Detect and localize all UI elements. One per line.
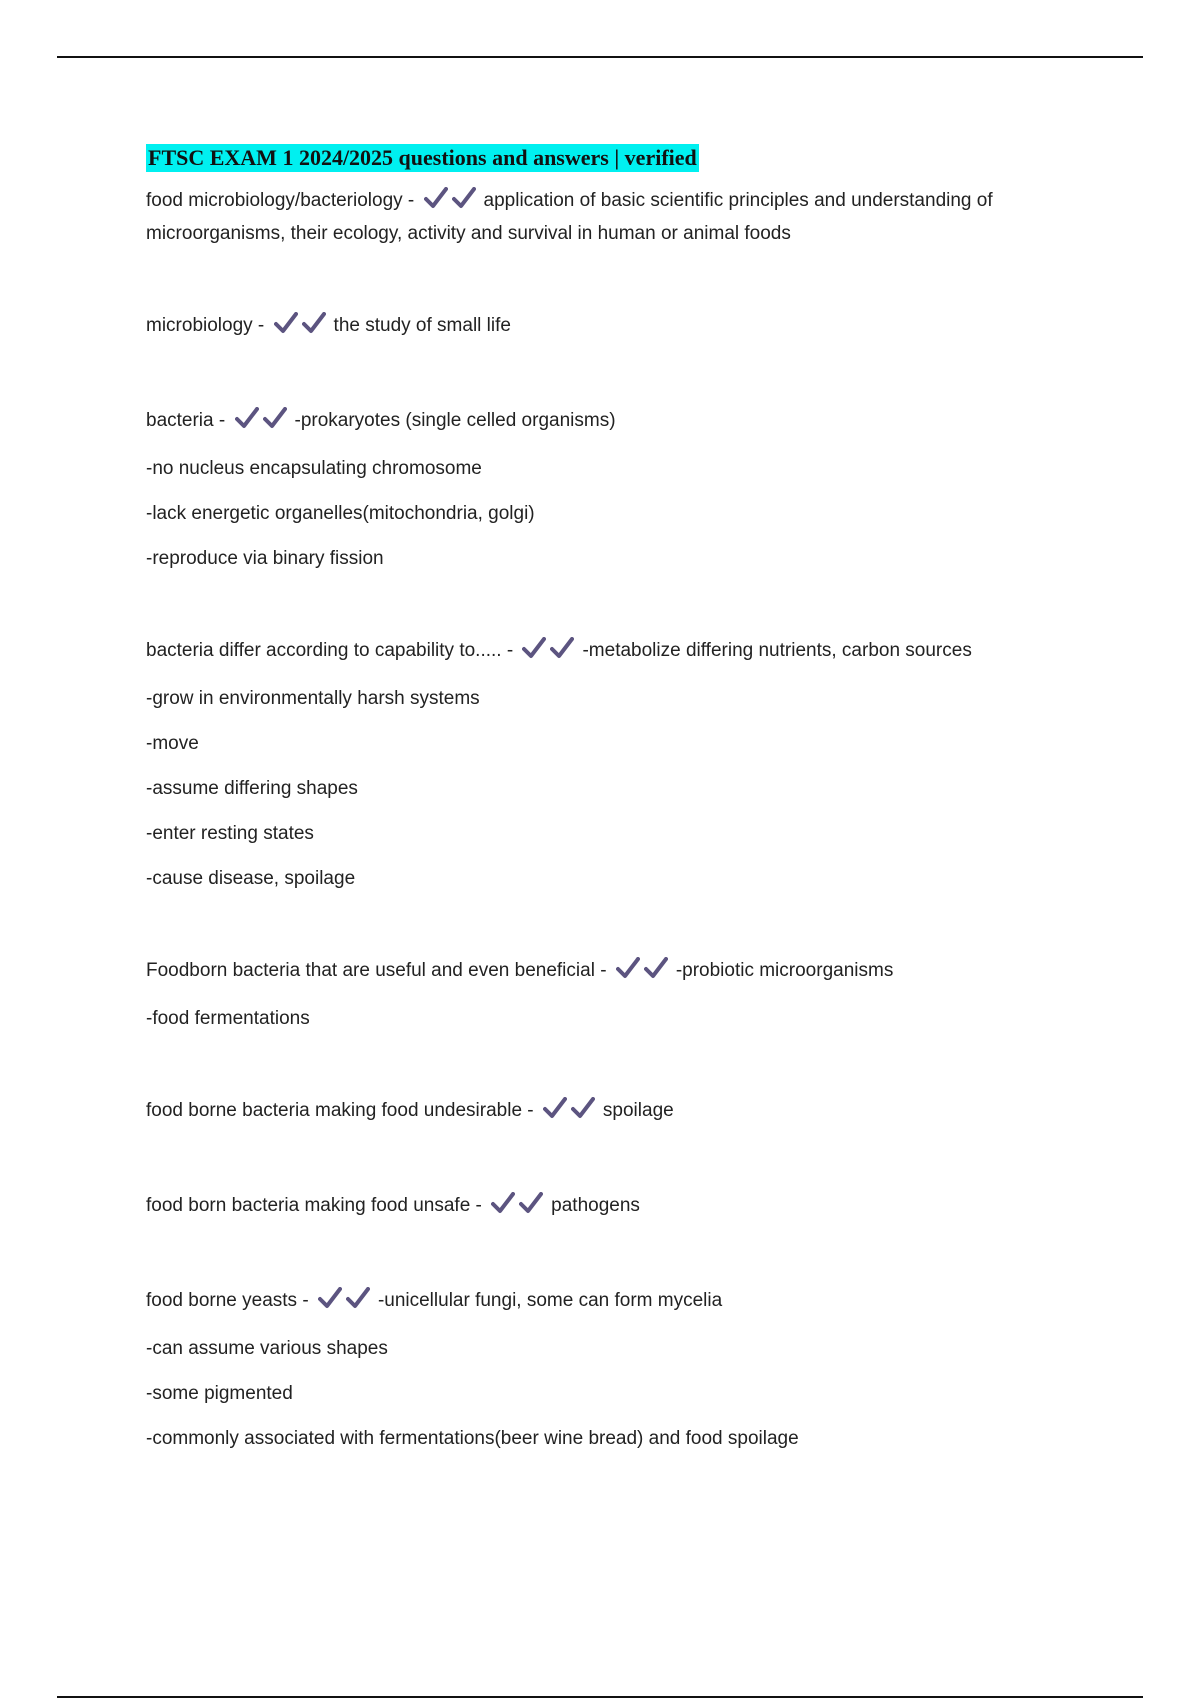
qa-question-line	[146, 311, 1086, 344]
verified-checks	[424, 187, 480, 219]
question-text: bacteria differ according to capability to.....	[146, 640, 502, 661]
answer-detail-line: -lack energetic organelles(mitochondria, golgi)	[146, 503, 535, 524]
qa-question-line	[146, 1096, 1086, 1129]
answer-detail-line: -can assume various shapes	[146, 1338, 388, 1359]
verified-checks	[543, 1097, 599, 1129]
answer-detail-line: -assume differing shapes	[146, 778, 358, 799]
qa-list	[146, 186, 1086, 1454]
question-text: food borne yeasts	[146, 1290, 298, 1311]
answer-text: application of basic scientific principles and understanding of microorganisms, their ecology, activity and survival in human or animal foods	[146, 190, 993, 244]
question-separator: -	[402, 190, 420, 211]
answer-detail-line: -enter resting states	[146, 823, 314, 844]
qa-entry	[146, 956, 1086, 1034]
answer-detail-line: -some pigmented	[146, 1383, 293, 1404]
answer-detail-line: -reproduce via binary fission	[146, 548, 384, 569]
question-text: food microbiology/bacteriology	[146, 190, 403, 211]
question-text: microbiology	[146, 315, 253, 336]
verified-checks	[235, 407, 291, 439]
question-separator: -	[213, 410, 231, 431]
check-mark-icon	[346, 1287, 370, 1309]
answer-detail-line: -commonly associated with fermentations(beer wine bread) and food spoilage	[146, 1428, 799, 1449]
qa-entry	[146, 406, 1086, 574]
qa-question-line	[146, 956, 1086, 989]
check-mark-icon	[302, 312, 326, 334]
answer-text: the study of small life	[333, 315, 511, 336]
question-text: food borne bacteria making food undesirable	[146, 1100, 523, 1121]
answer-detail-line: -cause disease, spoilage	[146, 868, 356, 889]
qa-question-line	[146, 1191, 1086, 1224]
qa-entry	[146, 311, 1086, 344]
verified-checks	[274, 312, 330, 344]
check-mark-icon	[519, 1192, 543, 1214]
qa-entry	[146, 1191, 1086, 1224]
question-text: bacteria	[146, 410, 214, 431]
answer-text: spoilage	[602, 1100, 674, 1121]
answer-text: -metabolize differing nutrients, carbon sources	[582, 640, 972, 661]
qa-entry	[146, 1096, 1086, 1129]
check-mark-icon	[452, 187, 476, 209]
check-mark-icon	[522, 637, 546, 659]
bottom-rule	[57, 1696, 1143, 1698]
qa-entry	[146, 1286, 1086, 1454]
check-mark-icon	[571, 1097, 595, 1119]
question-separator: -	[501, 640, 519, 661]
qa-entry	[146, 636, 1086, 894]
check-mark-icon	[274, 312, 298, 334]
check-mark-icon	[543, 1097, 567, 1119]
question-text: Foodborn bacteria that are useful and even beneficial	[146, 960, 595, 981]
answer-detail-line: -move	[146, 733, 199, 754]
check-mark-icon	[318, 1287, 342, 1309]
qa-question-line	[146, 186, 1086, 249]
check-mark-icon	[424, 187, 448, 209]
answer-text: -unicellular fungi, some can form mycelia	[377, 1290, 723, 1311]
check-mark-icon	[263, 407, 287, 429]
document-title: FTSC EXAM 1 2024/2025 questions and answers | verified	[148, 145, 697, 170]
qa-question-line	[146, 636, 1086, 669]
answer-detail-line: -no nucleus encapsulating chromosome	[146, 458, 482, 479]
verified-checks	[491, 1192, 547, 1224]
answer-detail-line: -grow in environmentally harsh systems	[146, 688, 480, 709]
question-separator: -	[297, 1290, 314, 1311]
qa-entry	[146, 186, 1086, 249]
verified-checks	[616, 957, 672, 989]
verified-checks	[522, 637, 578, 669]
check-mark-icon	[235, 407, 259, 429]
question-separator: -	[594, 960, 612, 981]
answer-text: -probiotic microorganisms	[675, 960, 894, 981]
top-rule	[57, 56, 1143, 58]
check-mark-icon	[491, 1192, 515, 1214]
answer-text: -prokaryotes (single celled organisms)	[294, 410, 616, 431]
question-separator: -	[252, 315, 270, 336]
qa-question-line	[146, 406, 1086, 439]
check-mark-icon	[550, 637, 574, 659]
answer-detail-line: -food fermentations	[146, 1008, 310, 1029]
verified-checks	[318, 1287, 374, 1319]
question-text: food born bacteria making food unsafe	[146, 1195, 471, 1216]
qa-question-line	[146, 1286, 1086, 1319]
document-body	[146, 144, 1086, 1516]
check-mark-icon	[616, 957, 640, 979]
question-separator: -	[470, 1195, 488, 1216]
question-separator: -	[522, 1100, 539, 1121]
check-mark-icon	[644, 957, 668, 979]
answer-text: pathogens	[551, 1195, 640, 1216]
